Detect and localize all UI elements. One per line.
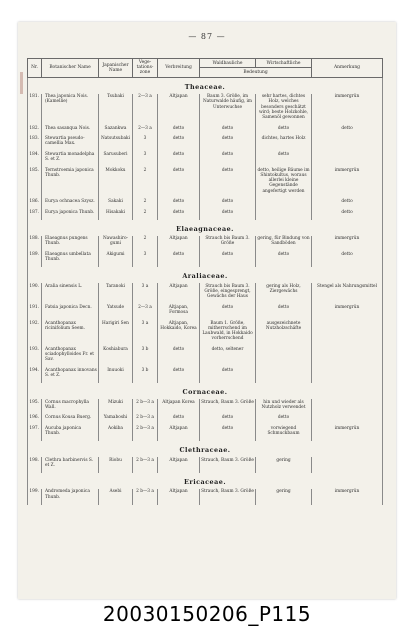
botanical-name-cell: Andromeda japonica Thunb. <box>42 489 99 501</box>
vegetation-zone-cell: 2 b—3 a <box>133 457 158 469</box>
table-row <box>28 251 383 263</box>
family-row <box>28 77 383 94</box>
distribution-cell: Altjapan <box>158 425 200 437</box>
economic-significance-cell: detto <box>256 415 312 421</box>
row-number-cell: 195. <box>28 399 42 411</box>
japanese-name-cell: Sazankwa <box>99 125 133 131</box>
remark-cell: detto <box>312 251 383 263</box>
remark-cell: immergrün <box>312 425 383 437</box>
vegetation-zone-cell: 2 <box>133 199 158 205</box>
distribution-cell: detto <box>158 151 200 163</box>
distribution-cell: detto <box>158 415 200 421</box>
remark-cell <box>312 367 383 379</box>
botanical-name-cell: Cornus Kousa Buerg. <box>42 415 99 421</box>
row-number-cell: 199. <box>28 489 42 501</box>
japanese-name-cell: Sarusuberi <box>99 151 133 163</box>
distribution-cell: detto <box>158 367 200 379</box>
header-japanese-name: Japanischer Name <box>99 59 133 78</box>
japanese-name-cell: Riobu <box>99 457 133 469</box>
family-heading: Elaeagnaceae. <box>28 220 383 236</box>
vegetation-zone-cell: 3 <box>133 151 158 163</box>
row-number-cell: 190. <box>28 283 42 300</box>
vegetation-zone-cell: 2—3 a <box>133 94 158 121</box>
row-number-cell: 198. <box>28 457 42 469</box>
row-number-cell: 196. <box>28 415 42 421</box>
remark-cell: immergrün <box>312 304 383 316</box>
economic-significance-cell: dichtes, hartes Holz <box>256 136 312 148</box>
botanical-name-cell: Clethra barbinervis S. et Z. <box>42 457 99 469</box>
distribution-cell: Altjapan <box>158 489 200 501</box>
silvicultural-significance-cell: Strauch, Baum 3. Größe <box>200 399 256 411</box>
vegetation-zone-cell: 2 b—3 a <box>133 415 158 421</box>
botanical-name-cell: Elaeagnus pungens Thunb. <box>42 236 99 248</box>
japanese-name-cell: Taranoki <box>99 283 133 300</box>
table-row <box>28 425 383 437</box>
table-row <box>28 236 383 248</box>
remark-cell: detto <box>312 199 383 205</box>
spacer-cell <box>256 500 312 504</box>
japanese-name-cell: Nawashiro-gumi <box>99 236 133 248</box>
vegetation-zone-cell: 2 <box>133 167 158 194</box>
botanical-name-cell: Stewartia pseudo-camellia Max. <box>42 136 99 148</box>
family-heading: Cornaceae. <box>28 383 383 399</box>
header-economic: Wirtschaftliche <box>256 59 312 68</box>
row-number-cell: 194. <box>28 367 42 379</box>
botanical-name-cell: Aralia sinensis L. <box>42 283 99 300</box>
table-row <box>28 151 383 163</box>
silvicultural-significance-cell: detto <box>200 415 256 421</box>
table-row <box>28 167 383 194</box>
botanical-name-cell: Eurya ochnacea Szysz. <box>42 199 99 205</box>
japanese-name-cell: Natsutsubaki <box>99 136 133 148</box>
family-heading: Araliaceae. <box>28 267 383 283</box>
row-number-cell: 183. <box>28 136 42 148</box>
document-page <box>18 22 396 599</box>
vegetation-zone-cell: 2 <box>133 236 158 248</box>
botanical-name-cell: Acanthopanax sciadophylloides Fr. et Sav. <box>42 346 99 363</box>
botanical-name-cell: Ternstroemia japonica Thunb. <box>42 167 99 194</box>
table-row <box>28 94 383 121</box>
remark-cell: immergrün <box>312 94 383 121</box>
spacer-cell <box>28 500 42 504</box>
economic-significance-cell: gering, für Bindung von Sandböden <box>257 236 310 247</box>
economic-significance-cell: gering <box>256 457 312 469</box>
row-number-cell: 192. <box>28 320 42 342</box>
vegetation-zone-cell: 3 <box>133 251 158 263</box>
table-row <box>28 457 383 469</box>
botanical-name-cell: Aucuba japonica Thunb. <box>42 425 99 437</box>
vegetation-zone-cell: 3 <box>133 136 158 148</box>
row-number-cell: 189. <box>28 251 42 263</box>
vegetation-zone-cell: 2 b—3 a <box>133 425 158 437</box>
japanese-name-cell: Koshiabura <box>99 346 133 363</box>
botanical-name-cell: Acanthopanax ricinifolium Seem. <box>42 320 99 342</box>
spacer-cell <box>200 500 256 504</box>
family-row <box>28 220 383 236</box>
row-number-cell: 182. <box>28 125 42 131</box>
table-row <box>28 346 383 363</box>
vegetation-zone-cell: 3 b <box>133 346 158 363</box>
image-caption: 20030150206_P115 <box>102 602 312 626</box>
table-row <box>28 367 383 379</box>
page-number: — 87 — <box>188 32 226 41</box>
row-number-cell: 197. <box>28 425 42 437</box>
spacer-cell <box>99 500 133 504</box>
table-row <box>28 136 383 148</box>
distribution-cell: Altjapan <box>158 457 200 469</box>
japanese-name-cell: Harigiri Sen <box>99 320 133 342</box>
economic-significance-cell <box>256 346 312 363</box>
silvicultural-significance-cell: detto <box>200 367 256 379</box>
economic-significance-cell: hin und wieder als Nutzholz verwendet <box>256 399 312 411</box>
vegetation-zone-cell: 3 b <box>133 367 158 379</box>
economic-significance-cell: detto, heilige Bäume im Shintokultus, woraus allerlei kleine Gegenstände angefertigt werden <box>257 167 310 194</box>
botanical-name-cell: Thea japonica Nois. (Kamellie) <box>42 94 99 121</box>
silvicultural-significance-cell: Strauch, Baum 3. Größe <box>200 489 256 501</box>
vegetation-zone-cell: 2 b—3 a <box>133 399 158 411</box>
spacer-cell <box>133 500 158 504</box>
silvicultural-significance-cell: Strauch bis Baum 3. Größe <box>200 236 256 248</box>
economic-significance-cell: sehr hartes, dichtes Holz, welches besonders geschätzt wird; beste Holzkohle, Samenöl gewonnen <box>256 94 312 121</box>
vegetation-zone-cell: 3 a <box>133 320 158 342</box>
japanese-name-cell: Asebi <box>99 489 133 501</box>
economic-significance-cell: ausgezeichnete Nutzholzschäfte <box>256 320 312 342</box>
silvicultural-significance-cell: detto <box>200 167 256 194</box>
silvicultural-significance-cell: detto <box>200 209 256 215</box>
distribution-cell: detto <box>158 209 200 215</box>
japanese-name-cell: Tsubaki <box>99 94 133 121</box>
table-row <box>28 304 383 316</box>
silvicultural-significance-cell: detto <box>200 251 256 263</box>
header-nr: Nr. <box>28 59 42 78</box>
distribution-cell: detto <box>158 199 200 205</box>
remark-cell: detto <box>312 209 383 215</box>
row-number-cell: 188. <box>28 236 42 248</box>
economic-significance-cell: detto <box>256 151 312 163</box>
distribution-cell: Altjapan <box>158 94 200 121</box>
silvicultural-significance-cell: detto <box>200 425 256 437</box>
vegetation-zone-cell: 2 b—3 a <box>133 489 158 501</box>
row-number-cell: 185. <box>28 167 42 194</box>
silvicultural-significance-cell: detto <box>200 136 256 148</box>
japanese-name-cell: Yatsude <box>99 304 133 316</box>
family-row <box>28 383 383 399</box>
header-distribution: Verbreitung <box>158 59 200 78</box>
header-vegetation-zone: Vege-tations-zone <box>133 59 158 78</box>
japanese-name-cell: Akigumi <box>99 251 133 263</box>
remark-cell <box>312 151 383 163</box>
distribution-cell: detto <box>158 167 200 194</box>
botanical-name-cell: Thea sasanqua Nois. <box>42 125 99 131</box>
distribution-cell: Altjapan <box>158 283 200 300</box>
remark-cell: immergrün <box>312 167 383 194</box>
japanese-name-cell: Aokiba <box>99 425 133 437</box>
spacer-cell <box>42 500 99 504</box>
remark-cell <box>312 136 383 148</box>
japanese-name-cell: Mokkoku <box>99 167 133 194</box>
distribution-cell: Altjapan, Hokkaido, Korea <box>158 320 200 342</box>
header-significance: Bedeutung <box>200 68 312 77</box>
margin-mark <box>20 72 23 94</box>
remark-cell: detto <box>312 125 383 131</box>
economic-significance-cell: gering <box>256 489 312 501</box>
botanical-name-cell: Eurya japonica Thunb. <box>42 209 99 215</box>
vegetation-zone-cell: 2—3 a <box>133 304 158 316</box>
distribution-cell: detto <box>158 346 200 363</box>
economic-significance-cell: detto <box>256 304 312 316</box>
silvicultural-significance-cell: detto <box>200 125 256 131</box>
distribution-cell: Altjapan Korea <box>158 399 200 411</box>
remark-cell <box>312 320 383 342</box>
table-row <box>28 320 383 342</box>
table-row <box>28 283 383 300</box>
spacer-cell <box>312 500 383 504</box>
economic-significance-cell: detto <box>256 125 312 131</box>
botanical-name-cell: Acanthopanax innovans S. et Z. <box>42 367 99 379</box>
row-number-cell: 187. <box>28 209 42 215</box>
distribution-cell: Altjapan, Formosa <box>158 304 200 316</box>
remark-cell: immergrün <box>312 489 383 501</box>
silvicultural-significance-cell: detto <box>200 151 256 163</box>
family-heading: Theaceae. <box>28 77 383 94</box>
table-row <box>28 489 383 501</box>
vegetation-zone-cell: 3 a <box>133 283 158 300</box>
table-row <box>28 399 383 411</box>
japanese-name-cell: Sakaki <box>99 199 133 205</box>
silvicultural-significance-cell: Strauch bis Baum 3. Größe, eingesprengt, Gewächs der Haus <box>200 283 256 300</box>
economic-significance-cell: detto <box>256 251 312 263</box>
remark-cell <box>312 457 383 469</box>
distribution-cell: Altjapan <box>158 236 200 248</box>
distribution-cell: detto <box>158 125 200 131</box>
family-row <box>28 441 383 457</box>
silvicultural-significance-cell: Baum 3. Größe, im Naturwalde häufig, im Unterwuchse <box>200 94 256 121</box>
family-row <box>28 267 383 283</box>
row-spacer <box>28 500 383 504</box>
silvicultural-significance-cell: detto <box>200 304 256 316</box>
distribution-cell: detto <box>158 251 200 263</box>
remark-cell <box>312 399 383 411</box>
vegetation-zone-cell: 2—3 a <box>133 125 158 131</box>
botanical-name-cell: Cornus macrophylla Wall. <box>42 399 99 411</box>
remark-cell <box>312 346 383 363</box>
species-table <box>27 58 383 505</box>
botanical-name-cell: Elaeagnus umbellata Thunb. <box>42 251 99 263</box>
row-number-cell: 191. <box>28 304 42 316</box>
family-heading: Ericaceae. <box>28 473 383 489</box>
row-number-cell: 181. <box>28 94 42 121</box>
family-heading: Clethraceae. <box>28 441 383 457</box>
row-number-cell: 186. <box>28 199 42 205</box>
row-number-cell: 184. <box>28 151 42 163</box>
header-silvicultural: Waldbauliche <box>200 59 256 68</box>
economic-significance-cell <box>256 367 312 379</box>
economic-significance-cell: vorwiegend Schmuckbaum <box>256 425 312 437</box>
remark-cell: Stengel als Nahrungsmittel <box>312 283 383 300</box>
japanese-name-cell: Mizuki <box>99 399 133 411</box>
spacer-cell <box>158 500 200 504</box>
economic-significance-cell: gering als Holz, Ziergewächs <box>256 283 312 300</box>
japanese-name-cell: Hisakaki <box>99 209 133 215</box>
silvicultural-significance-cell: detto <box>200 199 256 205</box>
vegetation-zone-cell: 2 <box>133 209 158 215</box>
japanese-name-cell: Inuuoki <box>99 367 133 379</box>
botanical-name-cell: Fatsia japonica Decn. <box>42 304 99 316</box>
header-botanical-name: Botanischer Name <box>42 59 99 78</box>
family-row <box>28 473 383 489</box>
silvicultural-significance-cell: Strauch, Baum 3. Größe <box>200 457 256 469</box>
row-number-cell: 193. <box>28 346 42 363</box>
silvicultural-significance-cell: Baum 1. Größe, mitherrschend im Laubwald, in Hokkaido vorherrschend <box>200 320 256 342</box>
distribution-cell: detto <box>158 136 200 148</box>
japanese-name-cell: Yamaboshi <box>99 415 133 421</box>
silvicultural-significance-cell: detto, seltener <box>200 346 256 363</box>
header-remark: Anmerkung <box>312 59 383 78</box>
botanical-name-cell: Stewartia monadelpha S. et Z. <box>42 151 99 163</box>
remark-cell: immergrün <box>312 236 383 248</box>
